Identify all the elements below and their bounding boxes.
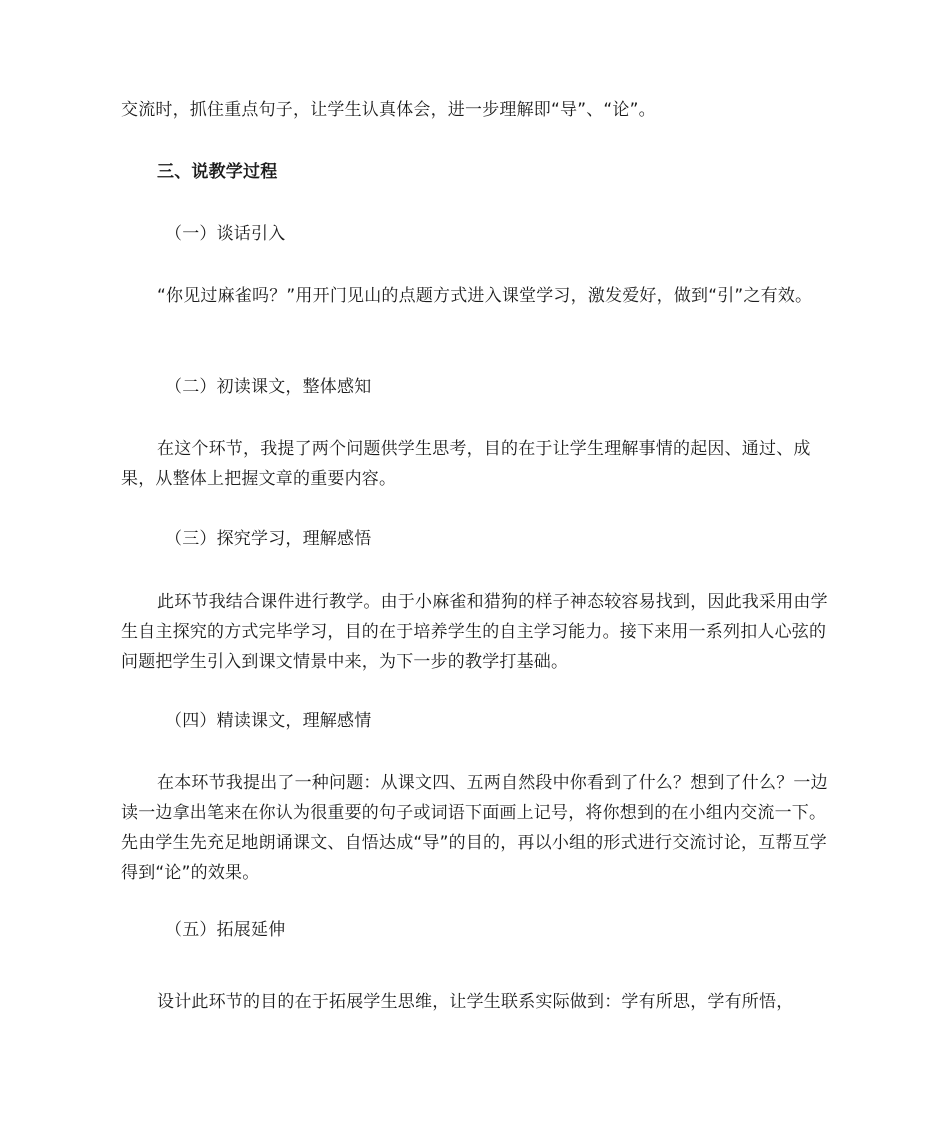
- paragraph-2: 在这个环节，我提了两个问题供学生思考，目的在于让学生理解事情的起因、通过、成果，从整体上把握文章的重要内容。: [121, 439, 811, 489]
- paragraph-1: “你见过麻雀吗？”用开门见山的点题方式进入课堂学习，激发爱好，做到“引”之有效。: [157, 286, 813, 306]
- paragraph-5: 设计此环节的目的在于拓展学生思维，让学生联系实际做到：学有所思，学有所悟，: [157, 992, 794, 1012]
- section-heading-teaching-process: 三、说教学过程: [157, 162, 278, 182]
- paragraph-continuation: 交流时，抓住重点句子，让学生认真体会，进一步理解即“导”、“论”。: [121, 100, 656, 120]
- subheading-4: （四）精读课文，理解感情: [165, 711, 372, 731]
- subheading-2: （二）初读课文，整体感知: [165, 377, 372, 397]
- subheading-1: （一）谈话引入: [165, 224, 286, 244]
- paragraph-3: 此环节我结合课件进行教学。由于小麻雀和猎狗的样子神态较容易找到，因此我采用由学生自主探究的方式完毕学习，目的在于培养学生的自主学习能力。接下来用一系列扣人心弦的问题把学生引入到课文情景中来，为下一步的教学打基础。: [121, 592, 828, 672]
- subheading-5: （五）拓展延伸: [165, 920, 286, 940]
- subheading-3: （三）探究学习，理解感悟: [165, 529, 372, 549]
- paragraph-4: 在本环节我提出了一种问题：从课文四、五两自然段中你看到了什么？想到了什么？一边读一边拿出笔来在你认为很重要的句子或词语下面画上记号，将你想到的在小组内交流一下。先由学生先充足地朗诵课文、自悟达成“导”的目的，再以小组的形式进行交流讨论，互帮互学得到“论”的效果。: [121, 773, 828, 883]
